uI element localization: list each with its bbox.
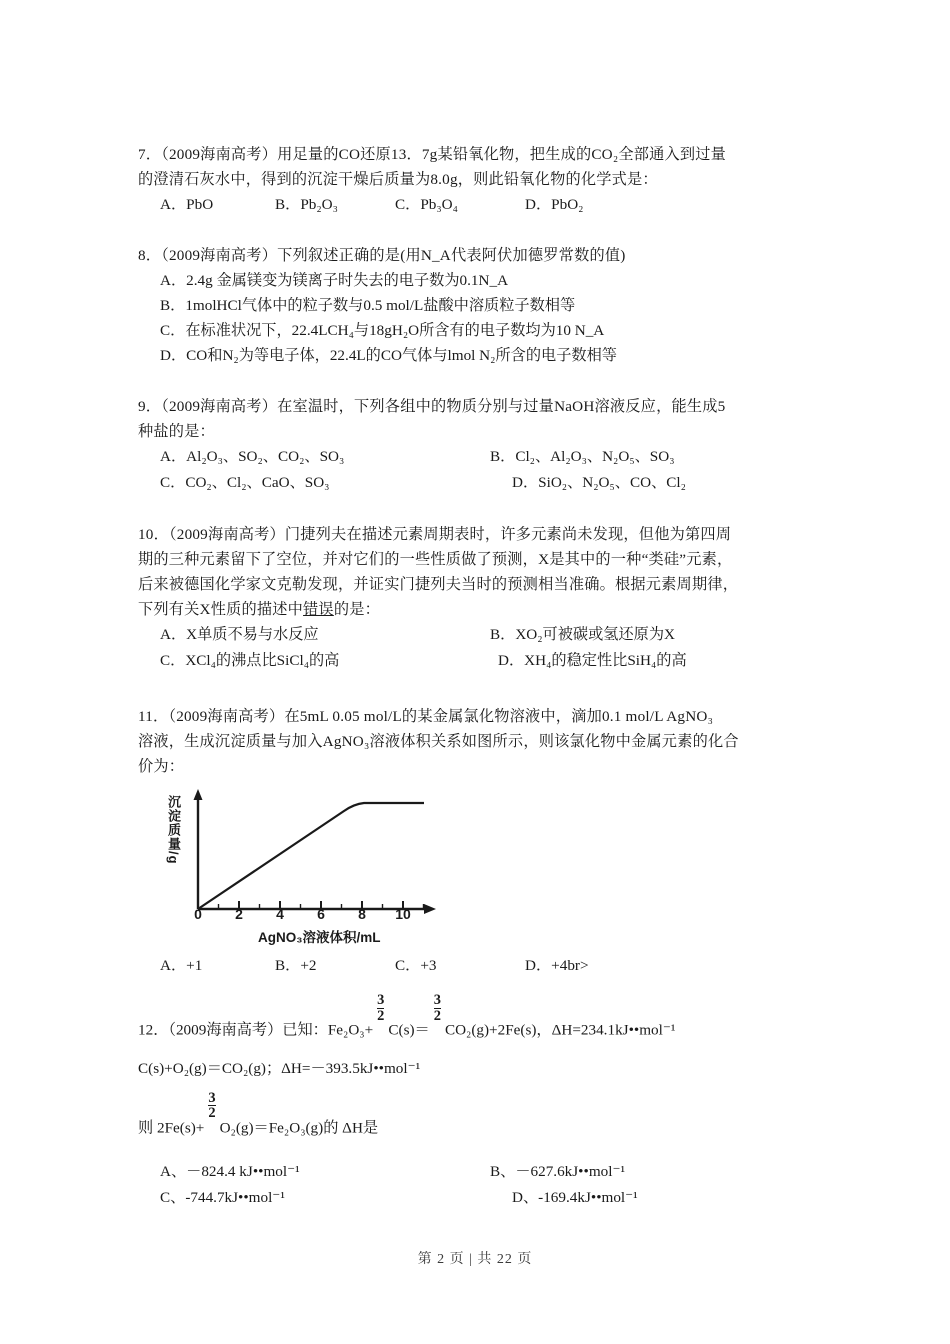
option-11-d[interactable]: D．+4br> — [525, 957, 589, 974]
chart-x-axis-label: AgNO₃溶液体积/mL — [258, 930, 381, 945]
question-12-eq1-part-b: C(s)＝ — [388, 1021, 430, 1039]
question-10-stem — [138, 522, 828, 622]
question-7-source: （2009海南高考） — [161, 146, 278, 163]
option-8-b[interactable]: B．1molHCl气体中的粒子数与0.5 mol/L盐酸中溶质粒子数相等 — [160, 297, 576, 314]
question-8-source: （2009海南高考） — [161, 247, 278, 264]
option-11-c[interactable]: C．+3 — [395, 957, 437, 974]
question-8-options — [138, 268, 828, 368]
option-11-a[interactable]: A．+1 — [160, 957, 203, 974]
option-12-b[interactable]: B、－627.6kJ••mol⁻¹ — [490, 1163, 626, 1181]
chart-xtick-6: 6 — [317, 906, 325, 922]
question-11-stem-line2: 溶液，生成沉淀质量与加入AgNO₃溶液体积关系如图所示，则该氯化物中金属元素的化合 — [138, 733, 739, 750]
question-8-stem — [138, 243, 828, 268]
precipitate-vs-volume-chart — [166, 787, 466, 947]
question-12-eq1-part-c: CO₂(g)+2Fe(s)，ΔH=234.1kJ••mol⁻¹ — [444, 1021, 676, 1039]
chart-xtick-2: 2 — [235, 906, 243, 922]
question-7-stem-line1: 用足量的CO还原13．7g某铅氧化物，把生成的CO₂全部通入到过量 — [277, 146, 727, 163]
chart-xtick-10: 10 — [395, 906, 411, 922]
question-12-eq1-part-a: Fe₂O₃+ — [327, 1021, 374, 1039]
question-12 — [138, 992, 828, 1211]
question-7-stem-line2: 的澄清石灰水中，得到的沉淀干燥后质量为8.0g，则此铅氧化物的化学式是： — [138, 171, 658, 188]
question-8-stem-line1: 下列叙述正确的是(用N_A代表阿伏加德罗常数的值) — [277, 247, 626, 264]
fraction-numerator: 3 — [433, 992, 441, 1008]
page-content — [138, 142, 828, 1229]
fraction-three-halves-1 — [377, 993, 384, 1023]
chart-x-tick-labels — [166, 906, 466, 924]
question-12-eq3-part-a: 则 2Fe(s)+ — [138, 1119, 205, 1137]
question-12-source: （2009海南高考） — [168, 1021, 283, 1039]
option-12-c[interactable]: C、-744.7kJ••mol⁻¹ — [160, 1189, 285, 1207]
question-7 — [138, 142, 828, 217]
option-8-d[interactable]: D．CO和N₂为等电子体，22.4L的CO气体与lmol N₂所含的电子数相等 — [160, 347, 617, 364]
question-10-stem-line4-pre: 下列有关X性质的描述中 — [138, 601, 304, 618]
question-11-stem-line3: 价为： — [138, 758, 185, 775]
question-11-source: （2009海南高考） — [168, 708, 285, 725]
question-11-stem-line1: 在5mL 0.05 mol/L的某金属氯化物溶液中，滴加0.1 mol/L AgNO₃ — [284, 708, 714, 725]
chart-xtick-0: 0 — [194, 906, 202, 922]
fraction-denominator: 2 — [377, 1007, 385, 1024]
option-7-d[interactable]: D．PbO₂ — [525, 196, 584, 213]
option-9-b[interactable]: B．Cl₂、Al₂O₃、N₂O₅、SO₃ — [490, 448, 675, 465]
question-10 — [138, 522, 828, 674]
option-10-d[interactable]: D．XH₄的稳定性比SiH₄的高 — [498, 652, 687, 669]
option-9-a[interactable]: A．Al₂O₃、SO₂、CO₂、SO₃ — [160, 448, 345, 465]
option-10-c[interactable]: C．XCl₄的沸点比SiCl₄的高 — [160, 652, 340, 669]
question-9 — [138, 394, 828, 496]
question-10-options — [138, 622, 828, 674]
question-7-number: 7． — [138, 146, 162, 163]
question-8 — [138, 243, 828, 368]
chart-series-line — [198, 803, 424, 909]
question-10-stem-line3: 后来被德国化学家文克勒发现，并证实门捷列夫当时的预测相当准确。根据元素周期律， — [138, 576, 739, 593]
chart-xtick-4: 4 — [276, 906, 284, 922]
fraction-three-halves-2 — [434, 993, 441, 1023]
chart-y-axis-label: 沉淀质量/g — [166, 795, 181, 865]
option-8-a[interactable]: A．2.4g 金属镁变为镁离子时失去的电子数为0.1N_A — [160, 272, 509, 289]
option-7-b[interactable]: B．Pb₂O₃ — [275, 196, 338, 213]
question-12-eq3 — [138, 1089, 828, 1146]
question-9-stem — [138, 394, 828, 444]
question-11-options — [138, 953, 828, 978]
question-7-options — [138, 192, 828, 217]
fraction-numerator: 3 — [377, 992, 385, 1008]
question-10-stem-line2: 期的三种元素留下了空位，并对它们的一些性质做了预测，X是其中的一种“类硅”元素， — [138, 551, 733, 568]
page-footer: 第 2 页 | 共 22 页 — [417, 1252, 533, 1267]
question-9-stem-line2: 种盐的是： — [138, 423, 215, 440]
option-9-c[interactable]: C．CO₂、Cl₂、CaO、SO₃ — [160, 474, 330, 491]
question-12-options — [138, 1159, 828, 1211]
option-11-b[interactable]: B．+2 — [275, 957, 317, 974]
question-10-stem-line1: 门捷列夫在描述元素周期表时，许多元素尚未发现，但他为第四周 — [284, 526, 732, 543]
question-9-number: 9． — [138, 398, 162, 415]
option-9-d[interactable]: D．SiO₂、N₂O₅、CO、Cl₂ — [512, 474, 686, 491]
question-12-eq2: C(s)+O₂(g)＝CO₂(g)；ΔH=－393.5kJ••mol⁻¹ — [138, 1059, 421, 1077]
option-8-c[interactable]: C．在标准状况下，22.4LCH₄与18gH₂O所含有的电子数均为10 N_A — [160, 322, 605, 339]
fraction-numerator: 3 — [208, 1089, 216, 1106]
option-7-c[interactable]: C．Pb₃O₄ — [395, 196, 458, 213]
option-7-a[interactable]: A．PbO — [160, 196, 214, 213]
fraction-three-halves-3 — [208, 1091, 215, 1121]
question-7-stem — [138, 142, 828, 192]
fraction-denominator: 2 — [208, 1105, 216, 1122]
question-9-source: （2009海南高考） — [161, 398, 278, 415]
option-10-a[interactable]: A．X单质不易与水反应 — [160, 626, 319, 643]
fraction-denominator: 2 — [433, 1007, 441, 1024]
option-12-d[interactable]: D、-169.4kJ••mol⁻¹ — [512, 1189, 638, 1207]
chart-y-axis-arrow — [194, 789, 203, 800]
question-11-stem — [138, 704, 828, 779]
question-11-number: 11． — [138, 708, 169, 725]
question-10-number: 10． — [138, 526, 169, 543]
question-10-emphasis-error: 错误 — [303, 601, 334, 618]
question-12-stem — [138, 992, 828, 1048]
option-10-b[interactable]: B．XO₂可被碳或氢还原为X — [490, 626, 676, 643]
question-12-known-label: 已知： — [282, 1021, 328, 1039]
question-8-number: 8． — [138, 247, 162, 264]
question-11 — [138, 704, 828, 978]
question-12-eq3-part-b: O₂(g)＝Fe₂O₃(g)的 ΔH是 — [219, 1119, 379, 1137]
question-12-number: 12． — [138, 1021, 169, 1039]
chart-xtick-8: 8 — [358, 906, 366, 922]
question-10-stem-line4-post: 的是： — [333, 601, 380, 618]
question-9-options — [138, 444, 828, 496]
question-10-source: （2009海南高考） — [168, 526, 285, 543]
option-12-a[interactable]: A、－824.4 kJ••mol⁻¹ — [160, 1163, 300, 1181]
question-9-stem-line1: 在室温时，下列各组中的物质分别与过量NaOH溶液反应，能生成5 — [277, 398, 726, 415]
